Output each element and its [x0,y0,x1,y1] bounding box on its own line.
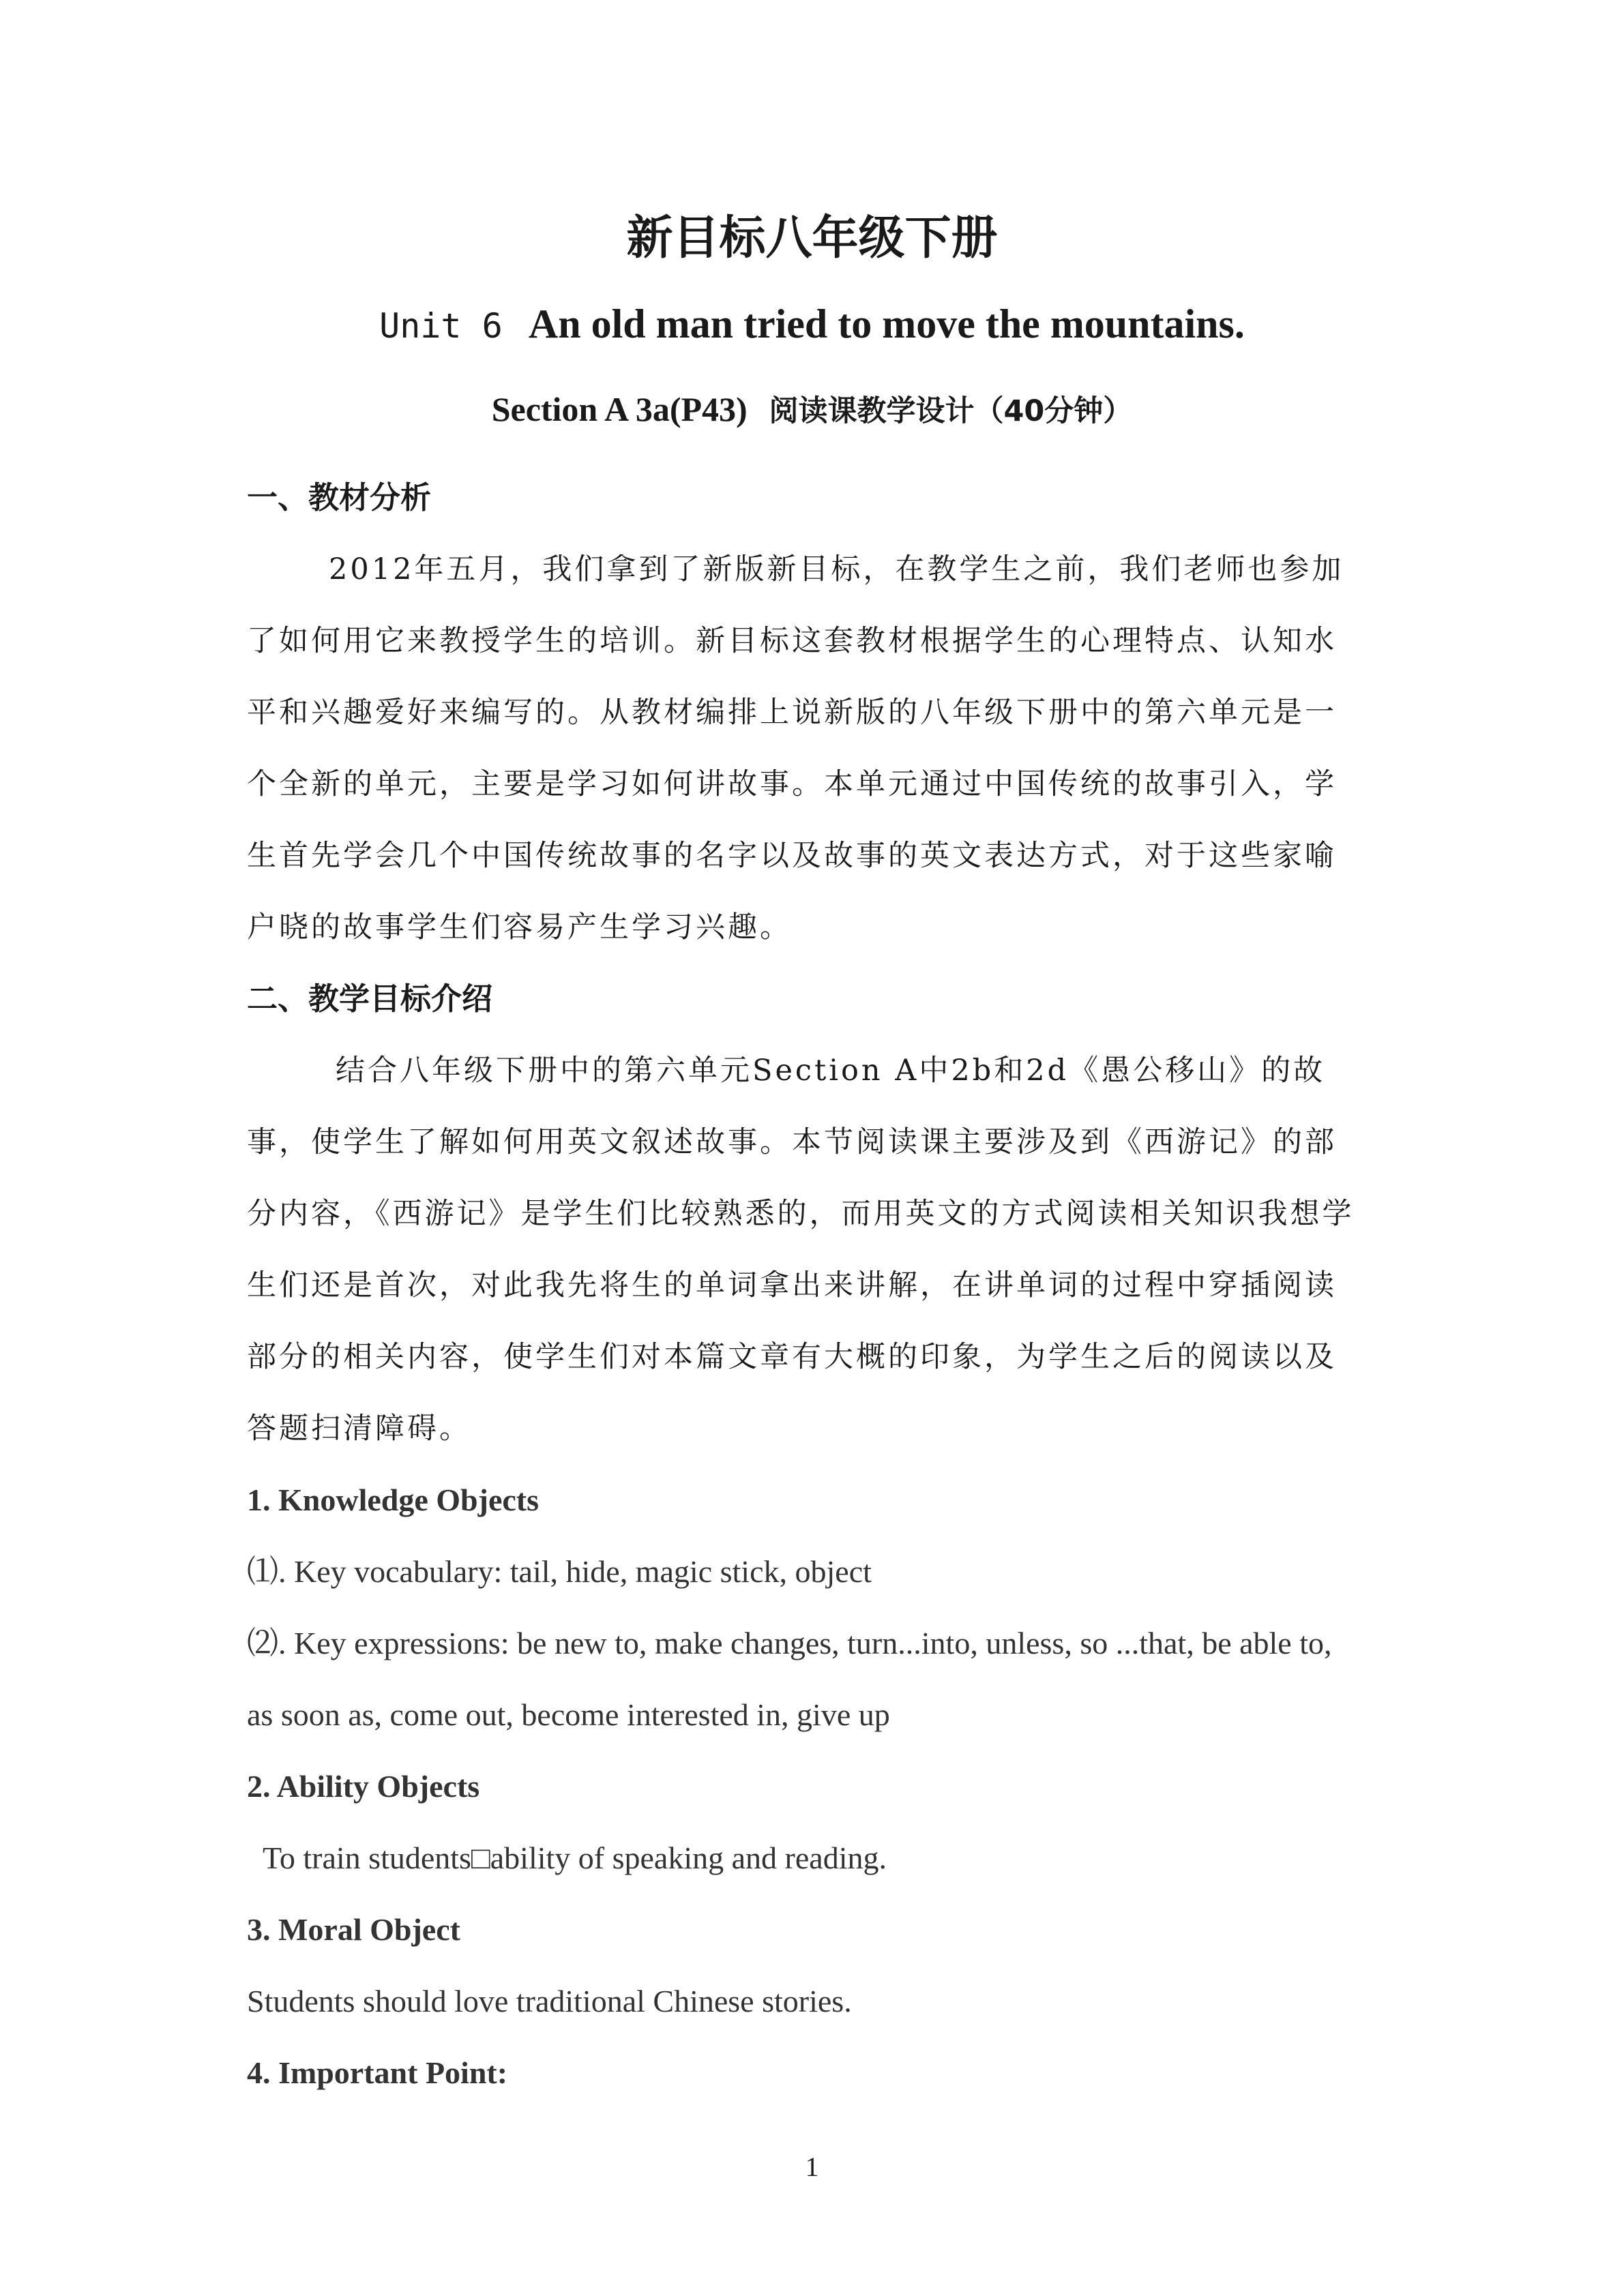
key-vocabulary: ⑴. Key vocabulary: tail, hide, magic stick, object [247,1554,872,1589]
analysis-line: 2012年五月，我们拿到了新版新目标，在教学生之前，我们老师也参加 [329,552,1344,586]
analysis-line: 户晓的故事学生们容易产生学习兴趣。 [247,910,792,944]
page-number: 1 [805,2151,819,2182]
analysis-line: 了如何用它来教授学生的培训。新目标这套教材根据学生的心理特点、认知水 [247,624,1337,658]
analysis-line: 生首先学会几个中国传统故事的名字以及故事的英文表达方式，对于这些家喻 [247,839,1337,873]
analysis-heading: 一、教材分析 [247,479,432,516]
moral-heading: 3. Moral Object [247,1912,460,1947]
section-description: 阅读课教学设计（40分钟） [769,394,1133,428]
unit-title [0,293,1624,357]
knowledge-heading: 1. Knowledge Objects [247,1482,540,1517]
analysis-line: 个全新的单元，主要是学习如何讲故事。本单元通过中国传统的故事引入，学 [247,767,1337,801]
objectives-line: 分内容，《西游记》是学生们比较熟悉的，而用英文的方式阅读相关知识我想学 [247,1197,1355,1231]
important-heading: 4. Important Point: [247,2055,508,2090]
section-label: Section A 3a(P43) [491,390,748,428]
unit-prefix: Unit 6 [379,306,503,346]
section-title [0,382,1624,438]
key-expressions-continued: as soon as, come out, become interested in, give up [247,1697,890,1732]
objectives-line: 答题扫清障碍。 [247,1412,471,1446]
objectives-line: 结合八年级下册中的第六单元Section A中2b和2d《愚公移山》的故 [336,1054,1326,1088]
objectives-line: 生们还是首次，对此我先将生的单词拿出来讲解，在讲单词的过程中穿插阅读 [247,1268,1337,1302]
objectives-line: 部分的相关内容，使学生们对本篇文章有大概的印象，为学生之后的阅读以及 [247,1340,1337,1374]
document-title: 新目标八年级下册 [626,211,998,265]
ability-heading: 2. Ability Objects [247,1769,480,1804]
moral-text: Students should love traditional Chinese stories. [247,1984,852,2018]
analysis-line: 平和兴趣爱好来编写的。从教材编排上说新版的八年级下册中的第六单元是一 [247,696,1337,730]
objectives-heading: 二、教学目标介绍 [247,981,493,1017]
unit-name: An old man tried to move the mountains. [528,301,1245,346]
objectives-line: 事，使学生了解如何用英文叙述故事。本节阅读课主要涉及到《西游记》的部 [247,1125,1337,1159]
ability-text: To train students□ability of speaking and reading. [263,1840,887,1875]
key-expressions: ⑵. Key expressions: be new to, make changes, turn...into, unless, so ...that, be able to, [247,1626,1332,1660]
